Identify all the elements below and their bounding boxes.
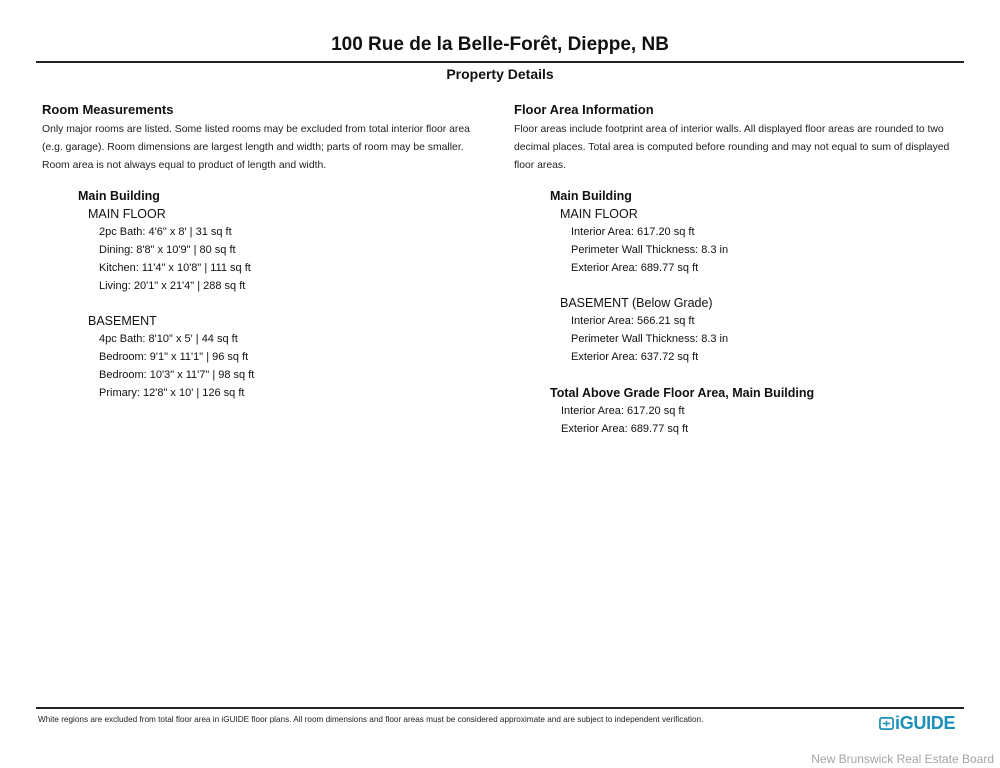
total-area-item: Exterior Area: 689.77 sq ft xyxy=(561,423,689,435)
area-item: Exterior Area: 637.72 sq ft xyxy=(571,351,699,363)
room-measurements-section xyxy=(42,102,492,402)
room-item: 2pc Bath: 4'6" x 8' | 31 sq ft xyxy=(99,226,232,238)
area-item: Interior Area: 617.20 sq ft xyxy=(571,226,695,238)
total-area-block xyxy=(550,384,966,438)
floor-area-heading: Floor Area Information xyxy=(514,102,654,117)
room-item: Dining: 8'8" x 10'9" | 80 sq ft xyxy=(99,244,236,256)
room-item: Primary: 12'8" x 10' | 126 sq ft xyxy=(99,387,245,399)
note-line: Only major rooms are listed. Some listed rooms may be excluded from total interior floor area xyxy=(42,124,470,135)
room-item: Bedroom: 10'3" x 11'7" | 98 sq ft xyxy=(99,369,255,381)
floor-main xyxy=(88,205,492,295)
note-line: floor areas. xyxy=(514,160,566,171)
document-title: 100 Rue de la Belle-Forêt, Dieppe, NB xyxy=(331,34,669,55)
floor-name: BASEMENT xyxy=(88,314,157,328)
floor-name: MAIN FLOOR xyxy=(88,207,166,221)
room-item: Living: 20'1" x 21'4" | 288 sq ft xyxy=(99,280,246,292)
area-building-block xyxy=(550,187,966,366)
floor-name: MAIN FLOOR xyxy=(560,207,638,221)
room-item: Kitchen: 11'4" x 10'8" | 111 sq ft xyxy=(99,262,251,274)
total-area-title: Total Above Grade Floor Area, Main Building xyxy=(550,386,815,400)
building-title: Main Building xyxy=(78,189,160,203)
room-measurements-heading: Room Measurements xyxy=(42,102,174,117)
area-floor-main xyxy=(560,205,966,277)
area-item: Perimeter Wall Thickness: 8.3 in xyxy=(571,244,729,256)
iguide-logo xyxy=(879,712,955,734)
board-watermark: New Brunswick Real Estate Board xyxy=(811,752,994,766)
room-building-block xyxy=(78,187,492,402)
floor-area-section xyxy=(514,102,966,438)
document-subtitle: Property Details xyxy=(446,66,554,82)
building-title: Main Building xyxy=(550,189,632,203)
title-divider xyxy=(36,61,964,63)
area-item: Interior Area: 566.21 sq ft xyxy=(571,315,695,327)
iguide-logo-text: iGUIDE xyxy=(895,712,956,733)
floor-area-note xyxy=(514,121,966,175)
area-item: Exterior Area: 689.77 sq ft xyxy=(571,262,699,274)
room-item: 4pc Bath: 8'10" x 5' | 44 sq ft xyxy=(99,333,238,345)
total-area-item: Interior Area: 617.20 sq ft xyxy=(561,405,685,417)
note-line: Room area is not always equal to product of length and width. xyxy=(42,160,327,171)
area-item: Perimeter Wall Thickness: 8.3 in xyxy=(571,333,729,345)
footer-divider xyxy=(36,707,964,709)
area-floor-basement xyxy=(560,294,966,366)
floor-name: BASEMENT (Below Grade) xyxy=(560,296,713,310)
room-item: Bedroom: 9'1" x 11'1" | 96 sq ft xyxy=(99,351,249,363)
note-line: Floor areas include footprint area of interior walls. All displayed floor areas are rounded to two xyxy=(514,124,944,135)
note-line: (e.g. garage). Room dimensions are largest length and width; parts of room may be smaller. xyxy=(42,142,464,153)
room-measurements-note xyxy=(42,121,492,175)
footer-disclaimer: White regions are excluded from total floor area in iGUIDE floor plans. All room dimensions and floor areas must be considered approximate and are subject to independent verification. xyxy=(38,715,704,724)
note-line: decimal places. Total area is computed before rounding and may not equal to sum of displayed xyxy=(514,142,950,153)
floor-basement xyxy=(88,312,492,402)
iguide-logo-icon xyxy=(879,716,894,731)
